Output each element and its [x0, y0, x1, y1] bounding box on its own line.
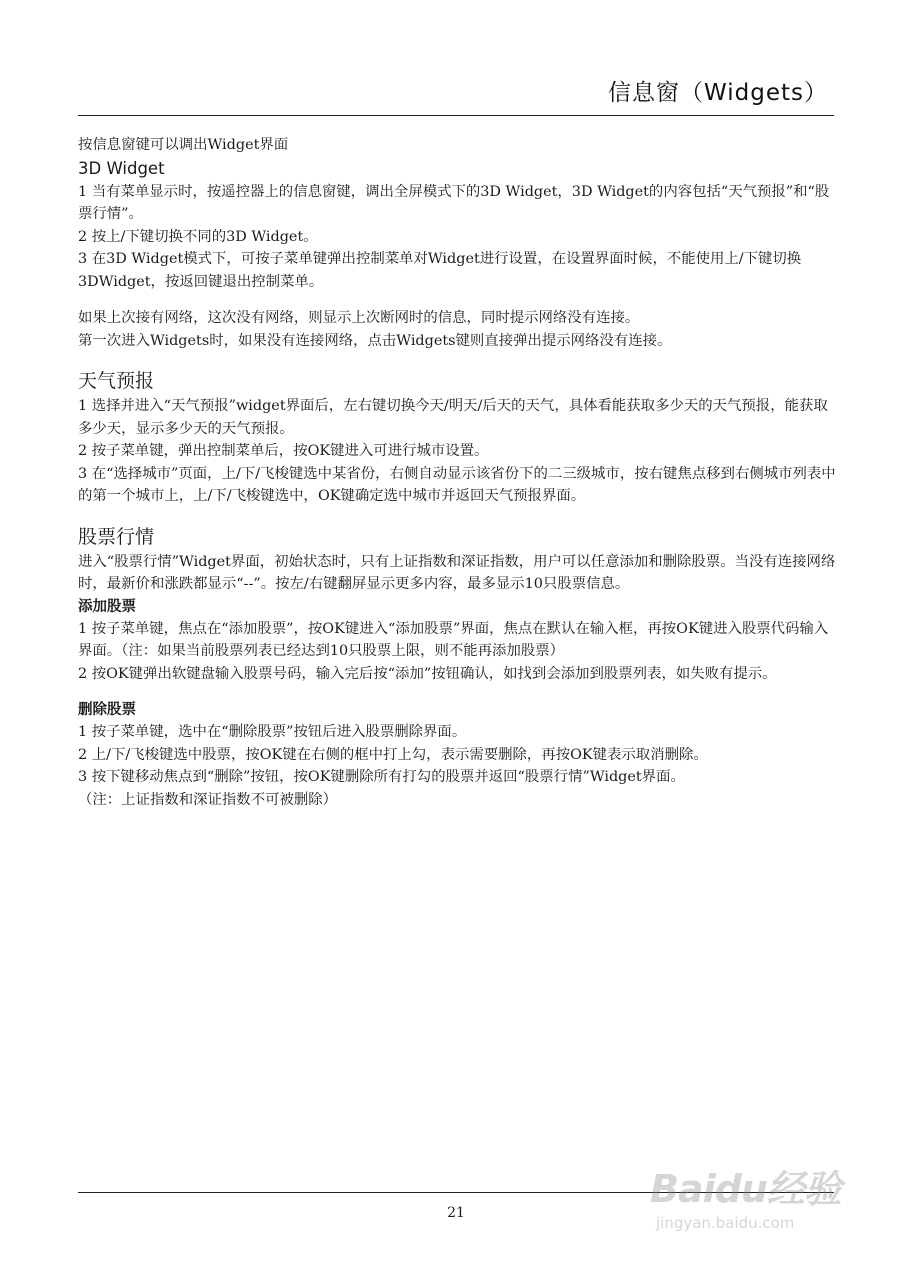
- paragraph: 3 在“选择城市”页面，上/下/飞梭键选中某省份，右侧自动显示该省份下的二三级城市，按右键焦点移到右侧城市列表中的第一个城市上，上/下/飞梭键选中，OK键确定选中城市并返回天气预报界面。: [78, 465, 836, 504]
- paragraph: 1 按子菜单键，焦点在“添加股票”，按OK键进入“添加股票”界面，焦点在默认在输入框，再按OK键进入股票代码输入界面。（注：如果当前股票列表已经达到10只股票上限，则不能再添加股票）: [78, 620, 829, 659]
- header-rule: [78, 115, 834, 116]
- section-heading-stock: 股票行情: [78, 525, 155, 548]
- page-title: 信息窗（Widgets）: [608, 80, 828, 106]
- paragraph: 3 按下键移动焦点到“删除”按钮，按OK键删除所有打勾的股票并返回“股票行情”Widget界面。: [78, 769, 685, 785]
- watermark-logo: Baidu经验: [650, 1167, 841, 1211]
- paragraph: 3 在3D Widget模式下，可按子菜单键弹出控制菜单对Widget进行设置，在设置界面时候，不能使用上/下键切换3DWidget，按返回键退出控制菜单。: [78, 251, 802, 290]
- paragraph: 2 按OK键弹出软键盘输入股票号码，输入完后按“添加”按钮确认，如找到会添加到股票列表，如失败有提示。: [78, 665, 777, 682]
- paragraph: 2 上/下/飞梭键选中股票，按OK键在右侧的框中打上勾，表示需要删除，再按OK键表示取消删除。: [78, 746, 708, 763]
- page-number: 21: [447, 1205, 465, 1221]
- watermark-url: jingyan.baidu.com: [656, 1214, 795, 1232]
- intro-text: 按信息窗键可以调出Widget界面: [78, 137, 289, 153]
- paragraph: 第一次进入Widgets时，如果没有连接网络，点击Widgets键则直接弹出提示网络没有连接。: [78, 332, 672, 349]
- section-heading-weather: 天气预报: [78, 370, 155, 392]
- section-heading-3d-widget: 3D Widget: [78, 158, 165, 178]
- document-body: [78, 134, 838, 811]
- subheading-delete-stock: 删除股票: [78, 702, 136, 718]
- paragraph: 2 按子菜单键，弹出控制菜单后，按OK键进入可进行城市设置。: [78, 443, 489, 459]
- subheading-add-stock: 添加股票: [78, 598, 136, 615]
- paragraph: （注：上证指数和深证指数不可被删除）: [78, 791, 338, 808]
- paragraph: 进入“股票行情”Widget界面，初始状态时，只有上证指数和深证指数，用户可以任意添加和删除股票。当没有连接网络时，最新价和涨跌都显示“--”。按左/右键翻屏显示更多内容，最多显示10只股票信息。: [78, 553, 836, 592]
- paragraph: 2 按上/下键切换不同的3D Widget。: [78, 228, 318, 245]
- paragraph: 1 选择并进入“天气预报”widget界面后，左右键切换今天/明天/后天的天气，具体看能获取多少天的天气预报，能获取多少天，显示多少天的天气预报。: [78, 398, 828, 437]
- paragraph: 1 按子菜单键，选中在“删除股票”按钮后进入股票删除界面。: [78, 724, 467, 740]
- paragraph: 1 当有菜单显示时，按遥控器上的信息窗键，调出全屏模式下的3D Widget，3D Widget的内容包括“天气预报”和“股票行情”。: [78, 183, 830, 222]
- watermark: [650, 1158, 860, 1248]
- paragraph: 如果上次接有网络，这次没有网络，则显示上次断网时的信息，同时提示网络没有连接。: [78, 310, 640, 326]
